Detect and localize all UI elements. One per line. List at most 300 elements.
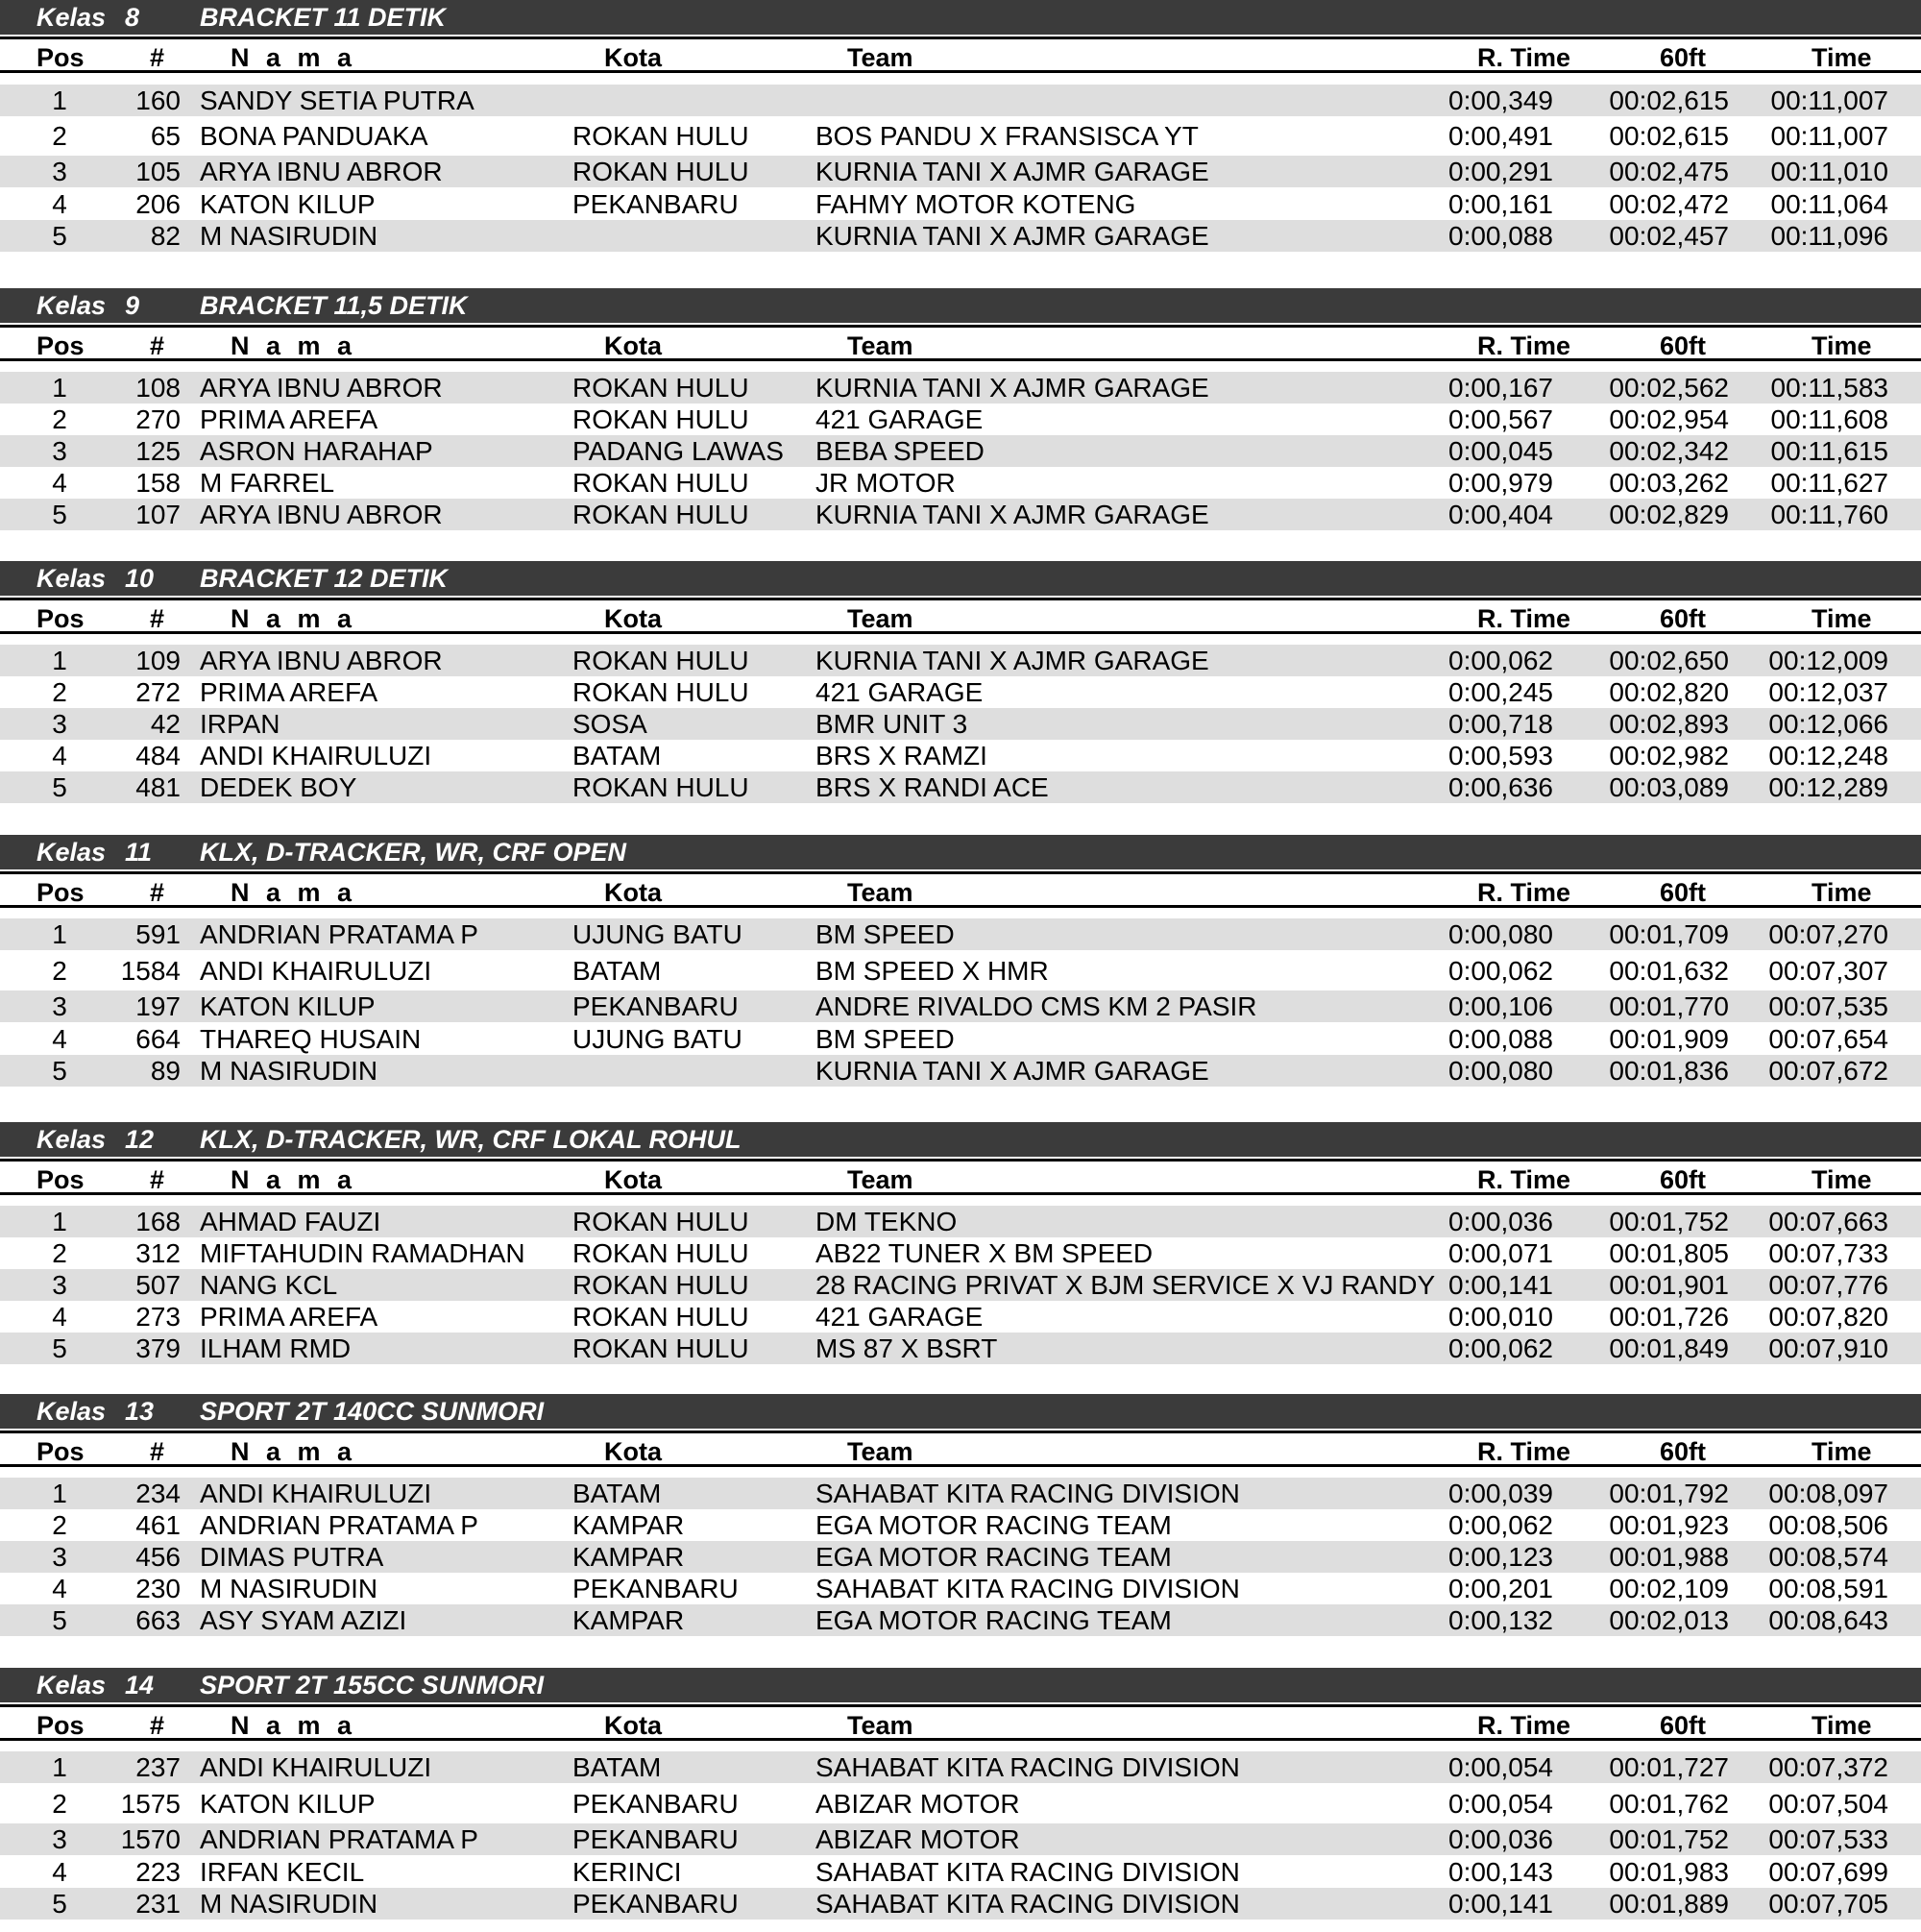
col-header-number: # (150, 43, 165, 72)
team-cell: BRS X RAMZI (815, 741, 987, 770)
section-title-bar (0, 1394, 1921, 1429)
kelas-number: 11 (125, 838, 153, 867)
number-cell: 379 (135, 1333, 181, 1363)
kota-cell: KERINCI (572, 1857, 682, 1887)
table-row (0, 676, 1921, 708)
section-title-bar (0, 835, 1921, 869)
table-row (0, 990, 1921, 1022)
table-row (0, 120, 1921, 152)
kota-cell: BATAM (572, 1752, 662, 1782)
team-cell: SAHABAT KITA RACING DIVISION (815, 1889, 1240, 1919)
nama-cell: KATON KILUP (200, 991, 376, 1021)
table-row (0, 1301, 1921, 1333)
rtime-cell: 0:00,062 (1448, 1510, 1553, 1540)
rtime-cell: 0:00,349 (1448, 86, 1553, 115)
table-row (0, 1509, 1921, 1541)
number-cell: 481 (135, 772, 181, 802)
class-name: BRACKET 12 DETIK (200, 564, 449, 593)
rtime-cell: 0:00,141 (1448, 1270, 1553, 1300)
rtime-cell: 0:00,404 (1448, 500, 1553, 529)
pos-cell: 3 (52, 436, 67, 466)
kelas-number: 13 (125, 1397, 155, 1426)
table-row (0, 955, 1921, 987)
ft60-cell: 00:02,829 (1609, 500, 1729, 529)
class-name: KLX, D-TRACKER, WR, CRF OPEN (200, 838, 626, 867)
time-cell: 00:07,654 (1768, 1024, 1888, 1054)
nama-cell: PRIMA AREFA (200, 404, 378, 434)
col-header-60ft: 60ft (1660, 604, 1707, 633)
ft60-cell: 00:01,752 (1609, 1824, 1729, 1854)
rtime-cell: 0:00,062 (1448, 646, 1553, 675)
team-cell: JR MOTOR (815, 468, 956, 498)
team-cell: 421 GARAGE (815, 404, 984, 434)
time-cell: 00:07,307 (1768, 956, 1888, 986)
col-header-time: Time (1812, 1711, 1872, 1740)
number-cell: 168 (135, 1207, 181, 1236)
kelas-label: Kelas (36, 1125, 107, 1154)
col-header-time: Time (1812, 331, 1872, 360)
pos-cell: 2 (52, 1510, 67, 1540)
class-name: KLX, D-TRACKER, WR, CRF LOKAL ROHUL (200, 1125, 742, 1154)
col-header-60ft: 60ft (1660, 1165, 1707, 1194)
pos-cell: 1 (52, 1479, 67, 1508)
col-header-time: Time (1812, 43, 1872, 72)
col-header-rtime: R. Time (1477, 43, 1571, 72)
table-row (0, 1269, 1921, 1301)
col-header-nama: N a m a (231, 1165, 357, 1194)
number-cell: 664 (135, 1024, 181, 1054)
ft60-cell: 00:01,988 (1609, 1542, 1729, 1572)
col-header-rtime: R. Time (1477, 878, 1571, 907)
kota-cell: PEKANBARU (572, 1824, 739, 1854)
ft60-cell: 00:01,909 (1609, 1024, 1729, 1054)
class-name: SPORT 2T 140CC SUNMORI (200, 1397, 545, 1426)
table-row (0, 499, 1921, 530)
number-cell: 663 (135, 1605, 181, 1635)
col-header-nama: N a m a (231, 1711, 357, 1740)
table-row (0, 1333, 1921, 1364)
rtime-cell: 0:00,080 (1448, 919, 1553, 949)
col-header-number: # (150, 1437, 165, 1466)
kota-cell: BATAM (572, 741, 662, 770)
rtime-cell: 0:00,979 (1448, 468, 1553, 498)
col-header-rtime: R. Time (1477, 604, 1571, 633)
team-cell: KURNIA TANI X AJMR GARAGE (815, 221, 1209, 251)
kelas-label: Kelas (36, 291, 107, 320)
col-header-rtime: R. Time (1477, 1165, 1571, 1194)
table-row (0, 1888, 1921, 1920)
rtime-cell: 0:00,071 (1448, 1238, 1553, 1268)
number-cell: 507 (135, 1270, 181, 1300)
rtime-cell: 0:00,106 (1448, 991, 1553, 1021)
number-cell: 89 (150, 1056, 181, 1086)
time-cell: 00:08,643 (1768, 1605, 1888, 1635)
table-row (0, 372, 1921, 404)
section-title-bar (0, 1668, 1921, 1702)
column-header-row (0, 325, 1921, 361)
nama-cell: ARYA IBNU ABROR (200, 157, 443, 186)
col-header-60ft: 60ft (1660, 1711, 1707, 1740)
ft60-cell: 00:02,893 (1609, 709, 1729, 739)
rtime-cell: 0:00,062 (1448, 956, 1553, 986)
col-header-rtime: R. Time (1477, 1711, 1571, 1740)
time-cell: 00:07,776 (1768, 1270, 1888, 1300)
ft60-cell: 00:01,889 (1609, 1889, 1729, 1919)
rtime-cell: 0:00,036 (1448, 1824, 1553, 1854)
kota-cell: ROKAN HULU (572, 1302, 749, 1332)
number-cell: 234 (135, 1479, 181, 1508)
table-row (0, 740, 1921, 771)
number-cell: 484 (135, 741, 181, 770)
pos-cell: 2 (52, 121, 67, 151)
time-cell: 00:07,535 (1768, 991, 1888, 1021)
pos-cell: 4 (52, 189, 67, 219)
team-cell: BEBA SPEED (815, 436, 985, 466)
rtime-cell: 0:00,054 (1448, 1789, 1553, 1819)
ft60-cell: 00:02,982 (1609, 741, 1729, 770)
number-cell: 456 (135, 1542, 181, 1572)
nama-cell: PRIMA AREFA (200, 677, 378, 707)
time-cell: 00:07,733 (1768, 1238, 1888, 1268)
ft60-cell: 00:01,770 (1609, 991, 1729, 1021)
col-header-time: Time (1812, 1437, 1872, 1466)
team-cell: EGA MOTOR RACING TEAM (815, 1510, 1172, 1540)
kelas-number: 10 (125, 564, 155, 593)
section-title-bar (0, 1122, 1921, 1157)
time-cell: 00:11,615 (1770, 436, 1888, 466)
nama-cell: M NASIRUDIN (200, 1889, 378, 1919)
time-cell: 00:07,672 (1768, 1056, 1888, 1086)
table-row (0, 1856, 1921, 1888)
time-cell: 00:07,699 (1768, 1857, 1888, 1887)
pos-cell: 2 (52, 677, 67, 707)
pos-cell: 3 (52, 1542, 67, 1572)
pos-cell: 3 (52, 1270, 67, 1300)
col-header-nama: N a m a (231, 1437, 357, 1466)
col-header-time: Time (1812, 878, 1872, 907)
col-header-pos: Pos (36, 1711, 85, 1740)
time-cell: 00:12,248 (1768, 741, 1888, 770)
rtime-cell: 0:00,491 (1448, 121, 1553, 151)
rtime-cell: 0:00,141 (1448, 1889, 1553, 1919)
rtime-cell: 0:00,636 (1448, 772, 1553, 802)
team-cell: BM SPEED X HMR (815, 956, 1049, 986)
rtime-cell: 0:00,010 (1448, 1302, 1553, 1332)
nama-cell: M NASIRUDIN (200, 221, 378, 251)
col-header-kota: Kota (604, 1437, 662, 1466)
table-row (0, 1206, 1921, 1237)
time-cell: 00:12,289 (1768, 772, 1888, 802)
ft60-cell: 00:01,983 (1609, 1857, 1729, 1887)
kota-cell: ROKAN HULU (572, 373, 749, 403)
kota-cell: ROKAN HULU (572, 500, 749, 529)
col-header-pos: Pos (36, 331, 85, 360)
team-cell: BOS PANDU X FRANSISCA YT (815, 121, 1199, 151)
pos-cell: 4 (52, 741, 67, 770)
table-row (0, 1751, 1921, 1783)
kelas-label: Kelas (36, 3, 107, 32)
number-cell: 231 (135, 1889, 181, 1919)
col-header-time: Time (1812, 1165, 1872, 1194)
time-cell: 00:11,627 (1770, 468, 1888, 498)
number-cell: 461 (135, 1510, 181, 1540)
nama-cell: ANDI KHAIRULUZI (200, 956, 432, 986)
pos-cell: 5 (52, 221, 67, 251)
col-header-nama: N a m a (231, 604, 357, 633)
team-cell: 421 GARAGE (815, 677, 984, 707)
ft60-cell: 00:02,650 (1609, 646, 1729, 675)
time-cell: 00:07,504 (1768, 1789, 1888, 1819)
kota-cell: PEKANBARU (572, 1574, 739, 1603)
kelas-label: Kelas (36, 1397, 107, 1426)
team-cell: KURNIA TANI X AJMR GARAGE (815, 1056, 1209, 1086)
table-row (0, 1823, 1921, 1855)
rtime-cell: 0:00,593 (1448, 741, 1553, 770)
number-cell: 158 (135, 468, 181, 498)
nama-cell: MIFTAHUDIN RAMADHAN (200, 1238, 525, 1268)
kota-cell: ROKAN HULU (572, 1207, 749, 1236)
number-cell: 270 (135, 404, 181, 434)
col-header-60ft: 60ft (1660, 43, 1707, 72)
kota-cell: ROKAN HULU (572, 404, 749, 434)
pos-cell: 5 (52, 772, 67, 802)
rtime-cell: 0:00,088 (1448, 1024, 1553, 1054)
team-cell: EGA MOTOR RACING TEAM (815, 1542, 1172, 1572)
kota-cell: BATAM (572, 956, 662, 986)
ft60-cell: 00:02,615 (1609, 121, 1729, 151)
time-cell: 00:11,096 (1770, 221, 1888, 251)
table-row (0, 156, 1921, 187)
pos-cell: 2 (52, 956, 67, 986)
kota-cell: ROKAN HULU (572, 646, 749, 675)
pos-cell: 5 (52, 500, 67, 529)
ft60-cell: 00:01,632 (1609, 956, 1729, 986)
time-cell: 00:12,066 (1768, 709, 1888, 739)
team-cell: BRS X RANDI ACE (815, 772, 1049, 802)
nama-cell: PRIMA AREFA (200, 1302, 378, 1332)
ft60-cell: 00:02,820 (1609, 677, 1729, 707)
ft60-cell: 00:03,262 (1609, 468, 1729, 498)
nama-cell: ANDI KHAIRULUZI (200, 741, 432, 770)
pos-cell: 4 (52, 468, 67, 498)
kelas-section (0, 1394, 1921, 1653)
team-cell: ABIZAR MOTOR (815, 1824, 1020, 1854)
rtime-cell: 0:00,123 (1448, 1542, 1553, 1572)
kota-cell: PEKANBARU (572, 991, 739, 1021)
table-row (0, 918, 1921, 950)
rtime-cell: 0:00,567 (1448, 404, 1553, 434)
nama-cell: ARYA IBNU ABROR (200, 646, 443, 675)
column-header-row (0, 598, 1921, 634)
number-cell: 42 (150, 709, 181, 739)
col-header-team: Team (847, 43, 913, 72)
table-row (0, 1573, 1921, 1604)
col-header-pos: Pos (36, 43, 85, 72)
col-header-pos: Pos (36, 1165, 85, 1194)
col-header-number: # (150, 878, 165, 907)
pos-cell: 2 (52, 1238, 67, 1268)
kota-cell: ROKAN HULU (572, 1238, 749, 1268)
kelas-label: Kelas (36, 564, 107, 593)
number-cell: 223 (135, 1857, 181, 1887)
kelas-section (0, 288, 1921, 548)
ft60-cell: 00:02,475 (1609, 157, 1729, 186)
team-cell: KURNIA TANI X AJMR GARAGE (815, 500, 1209, 529)
col-header-number: # (150, 1165, 165, 1194)
number-cell: 230 (135, 1574, 181, 1603)
kota-cell: PEKANBARU (572, 189, 739, 219)
rtime-cell: 0:00,167 (1448, 373, 1553, 403)
kelas-number: 12 (125, 1125, 155, 1154)
time-cell: 00:12,037 (1768, 677, 1888, 707)
table-row (0, 404, 1921, 435)
team-cell: MS 87 X BSRT (815, 1333, 998, 1363)
pos-cell: 4 (52, 1857, 67, 1887)
pos-cell: 3 (52, 1824, 67, 1854)
nama-cell: SANDY SETIA PUTRA (200, 86, 474, 115)
kota-cell: UJUNG BATU (572, 1024, 742, 1054)
time-cell: 00:07,820 (1768, 1302, 1888, 1332)
team-cell: AB22 TUNER X BM SPEED (815, 1238, 1154, 1268)
nama-cell: IRFAN KECIL (200, 1857, 365, 1887)
ft60-cell: 00:01,849 (1609, 1333, 1729, 1363)
pos-cell: 4 (52, 1302, 67, 1332)
kota-cell: KAMPAR (572, 1605, 685, 1635)
col-header-60ft: 60ft (1660, 1437, 1707, 1466)
col-header-nama: N a m a (231, 878, 357, 907)
ft60-cell: 00:02,013 (1609, 1605, 1729, 1635)
team-cell: DM TEKNO (815, 1207, 958, 1236)
kota-cell: ROKAN HULU (572, 772, 749, 802)
col-header-pos: Pos (36, 878, 85, 907)
time-cell: 00:11,064 (1770, 189, 1888, 219)
table-row (0, 188, 1921, 220)
kota-cell: ROKAN HULU (572, 468, 749, 498)
rtime-cell: 0:00,054 (1448, 1752, 1553, 1782)
number-cell: 109 (135, 646, 181, 675)
nama-cell: M NASIRUDIN (200, 1574, 378, 1603)
time-cell: 00:08,097 (1768, 1479, 1888, 1508)
table-row (0, 220, 1921, 252)
time-cell: 00:11,760 (1770, 500, 1888, 529)
kota-cell: BATAM (572, 1479, 662, 1508)
kelas-section (0, 1668, 1921, 1927)
ft60-cell: 00:03,089 (1609, 772, 1729, 802)
ft60-cell: 00:02,615 (1609, 86, 1729, 115)
time-cell: 00:07,270 (1768, 919, 1888, 949)
ft60-cell: 00:01,762 (1609, 1789, 1729, 1819)
kelas-section (0, 835, 1921, 1094)
col-header-kota: Kota (604, 1711, 662, 1740)
ft60-cell: 00:01,805 (1609, 1238, 1729, 1268)
col-header-kota: Kota (604, 878, 662, 907)
col-header-number: # (150, 331, 165, 360)
table-row (0, 1604, 1921, 1636)
col-header-kota: Kota (604, 43, 662, 72)
pos-cell: 4 (52, 1024, 67, 1054)
pos-cell: 1 (52, 919, 67, 949)
nama-cell: ANDRIAN PRATAMA P (200, 919, 478, 949)
kelas-label: Kelas (36, 838, 107, 867)
kota-cell: PADANG LAWAS (572, 436, 784, 466)
kota-cell: ROKAN HULU (572, 157, 749, 186)
rtime-cell: 0:00,062 (1448, 1333, 1553, 1363)
number-cell: 273 (135, 1302, 181, 1332)
kelas-section (0, 1122, 1921, 1382)
pos-cell: 2 (52, 404, 67, 434)
col-header-rtime: R. Time (1477, 1437, 1571, 1466)
rtime-cell: 0:00,143 (1448, 1857, 1553, 1887)
kota-cell: ROKAN HULU (572, 1333, 749, 1363)
kelas-number: 14 (125, 1671, 155, 1700)
kota-cell: KAMPAR (572, 1542, 685, 1572)
time-cell: 00:11,608 (1770, 404, 1888, 434)
pos-cell: 3 (52, 709, 67, 739)
nama-cell: M NASIRUDIN (200, 1056, 378, 1086)
nama-cell: ARYA IBNU ABROR (200, 373, 443, 403)
col-header-team: Team (847, 604, 913, 633)
nama-cell: KATON KILUP (200, 1789, 376, 1819)
col-header-number: # (150, 1711, 165, 1740)
col-header-team: Team (847, 1437, 913, 1466)
col-header-60ft: 60ft (1660, 878, 1707, 907)
time-cell: 00:08,574 (1768, 1542, 1888, 1572)
kota-cell: ROKAN HULU (572, 1270, 749, 1300)
col-header-pos: Pos (36, 1437, 85, 1466)
class-name: SPORT 2T 155CC SUNMORI (200, 1671, 545, 1700)
kelas-number: 9 (125, 291, 140, 320)
team-cell: BMR UNIT 3 (815, 709, 968, 739)
pos-cell: 4 (52, 1574, 67, 1603)
number-cell: 1575 (120, 1789, 181, 1819)
number-cell: 197 (135, 991, 181, 1021)
pos-cell: 1 (52, 1752, 67, 1782)
time-cell: 00:07,372 (1768, 1752, 1888, 1782)
col-header-rtime: R. Time (1477, 331, 1571, 360)
pos-cell: 3 (52, 991, 67, 1021)
nama-cell: M FARREL (200, 468, 335, 498)
team-cell: SAHABAT KITA RACING DIVISION (815, 1574, 1240, 1603)
column-header-row (0, 1431, 1921, 1467)
column-header-row (0, 871, 1921, 908)
pos-cell: 1 (52, 646, 67, 675)
team-cell: ANDRE RIVALDO CMS KM 2 PASIR (815, 991, 1257, 1021)
team-cell: FAHMY MOTOR KOTENG (815, 189, 1136, 219)
time-cell: 00:12,009 (1768, 646, 1888, 675)
time-cell: 00:11,583 (1770, 373, 1888, 403)
team-cell: BM SPEED (815, 1024, 955, 1054)
table-row (0, 1541, 1921, 1573)
nama-cell: ANDI KHAIRULUZI (200, 1479, 432, 1508)
ft60-cell: 00:01,726 (1609, 1302, 1729, 1332)
rtime-cell: 0:00,039 (1448, 1479, 1553, 1508)
team-cell: SAHABAT KITA RACING DIVISION (815, 1752, 1240, 1782)
table-row (0, 1023, 1921, 1055)
kota-cell: PEKANBARU (572, 1789, 739, 1819)
col-header-kota: Kota (604, 331, 662, 360)
col-header-team: Team (847, 331, 913, 360)
class-name: BRACKET 11 DETIK (200, 3, 447, 32)
number-cell: 1584 (120, 956, 181, 986)
rtime-cell: 0:00,132 (1448, 1605, 1553, 1635)
section-title-bar (0, 0, 1921, 35)
nama-cell: DIMAS PUTRA (200, 1542, 384, 1572)
nama-cell: NANG KCL (200, 1270, 338, 1300)
time-cell: 00:07,663 (1768, 1207, 1888, 1236)
kelas-label: Kelas (36, 1671, 107, 1700)
column-header-row (0, 1704, 1921, 1741)
ft60-cell: 00:01,709 (1609, 919, 1729, 949)
